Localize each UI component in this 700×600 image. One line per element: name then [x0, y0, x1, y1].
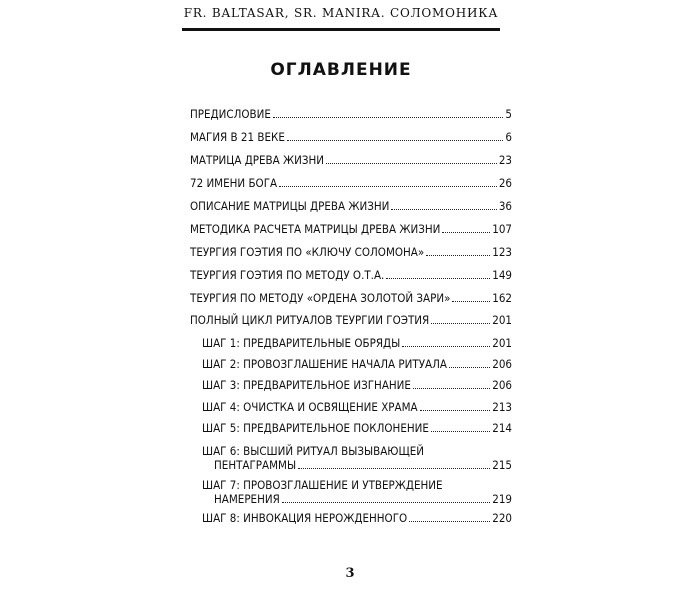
toc-entry-label: МАГИЯ В 21 ВЕКЕ	[190, 130, 285, 144]
leader-dots	[282, 502, 490, 503]
running-head: FR. BALTASAR, SR. MANIRA. СОЛОМОНИКА	[183, 6, 499, 20]
toc-entry-label-continued: ПЕНТАГРАММЫ	[214, 458, 297, 472]
leader-dots	[298, 468, 490, 469]
toc-entry-label: ШАГ 7: ПРОВОЗГЛАШЕНИЕ И УТВЕРЖДЕНИЕ	[202, 478, 443, 492]
toc-entry[interactable]	[190, 176, 512, 190]
toc-entry-label: МАТРИЦА ДРЕВА ЖИЗНИ	[190, 153, 325, 167]
toc-entry-page: 206	[492, 378, 512, 392]
toc-entry-label: МЕТОДИКА РАСЧЕТА МАТРИЦЫ ДРЕВА ЖИЗНИ	[190, 222, 441, 236]
toc-entry-page: 36	[498, 199, 512, 213]
leader-dots	[431, 431, 490, 432]
leader-dots	[326, 163, 497, 164]
toc-subentry[interactable]	[202, 336, 512, 350]
leader-dots	[409, 521, 490, 522]
page-number: 3	[345, 566, 355, 581]
toc-entry-label: ШАГ 3: ПРЕДВАРИТЕЛЬНОЕ ИЗГНАНИЕ	[202, 378, 411, 392]
toc-entry[interactable]	[190, 313, 512, 327]
toc-entry-label: ШАГ 2: ПРОВОЗГЛАШЕНИЕ НАЧАЛА РИТУАЛА	[202, 357, 447, 371]
toc-entry[interactable]	[190, 222, 512, 236]
leader-dots	[449, 367, 490, 368]
toc-subentry[interactable]	[202, 478, 512, 506]
toc-entry-label: ШАГ 1: ПРЕДВАРИТЕЛЬНЫЕ ОБРЯДЫ	[202, 336, 401, 350]
toc-entry[interactable]	[190, 268, 512, 282]
leader-dots	[431, 323, 490, 324]
toc-entry[interactable]	[190, 153, 512, 167]
leader-dots	[279, 186, 497, 187]
toc-entry-page: 23	[498, 153, 512, 167]
toc-entry-page: 123	[492, 245, 512, 259]
toc-entry-label: ПОЛНЫЙ ЦИКЛ РИТУАЛОВ ТЕУРГИИ ГОЭТИЯ	[190, 313, 430, 327]
toc-entry-label: ШАГ 5: ПРЕДВАРИТЕЛЬНОЕ ПОКЛОНЕНИЕ	[202, 421, 429, 435]
toc-entry[interactable]	[190, 245, 512, 259]
toc-subentry[interactable]	[202, 378, 512, 392]
toc-entry-label: ШАГ 6: ВЫСШИЙ РИТУАЛ ВЫЗЫВАЮЩЕЙ	[202, 444, 425, 458]
leader-dots	[287, 140, 504, 141]
toc-entry-page: 206	[492, 357, 512, 371]
leader-dots	[452, 301, 490, 302]
toc-entry-label: ШАГ 8: ИНВОКАЦИЯ НЕРОЖДЕННОГО	[202, 511, 408, 525]
toc-entry-page: 26	[498, 176, 512, 190]
toc-entry-label-continued: НАМЕРЕНИЯ	[214, 492, 280, 506]
leader-dots	[391, 209, 496, 210]
toc-entry-label: ТЕУРГИЯ ПО МЕТОДУ «ОРДЕНА ЗОЛОТОЙ ЗАРИ»	[190, 291, 451, 305]
toc-entry-page: 214	[492, 421, 512, 435]
toc-entry-page: 5	[505, 107, 512, 121]
leader-dots	[442, 232, 490, 233]
toc-entry[interactable]	[190, 291, 512, 305]
toc-entry-page: 162	[492, 291, 512, 305]
toc-entry-page: 220	[492, 511, 512, 525]
toc-entry-label: ШАГ 4: ОЧИСТКА И ОСВЯЩЕНИЕ ХРАМА	[202, 400, 418, 414]
toc-entry-page: 215	[492, 458, 512, 472]
toc-subentry[interactable]	[202, 444, 512, 472]
toc-subentry[interactable]	[202, 400, 512, 414]
leader-dots	[420, 410, 491, 411]
toc-entry-label: ТЕУРГИЯ ГОЭТИЯ ПО «КЛЮЧУ СОЛОМОНА»	[190, 245, 425, 259]
toc-entry[interactable]	[190, 130, 512, 144]
toc-entry-page: 107	[492, 222, 512, 236]
toc-entry-page: 219	[492, 492, 512, 506]
toc-subentry[interactable]	[202, 421, 512, 435]
leader-dots	[413, 388, 490, 389]
page-title: ОГЛАВЛЕНИЕ	[270, 60, 412, 80]
leader-dots	[386, 278, 490, 279]
toc-subentry[interactable]	[202, 511, 512, 525]
toc-entry-page: 213	[492, 400, 512, 414]
toc-entry-page: 201	[492, 313, 512, 327]
toc-entry-label: ТЕУРГИЯ ГОЭТИЯ ПО МЕТОДУ О.Т.А.	[190, 268, 385, 282]
toc-entry-label: 72 ИМЕНИ БОГА	[190, 176, 278, 190]
toc-entry-page: 201	[492, 336, 512, 350]
leader-dots	[273, 117, 504, 118]
toc-entry-page: 149	[492, 268, 512, 282]
toc-entry[interactable]	[190, 199, 512, 213]
leader-dots	[402, 346, 490, 347]
toc-entry-page: 6	[505, 130, 512, 144]
toc-subentry[interactable]	[202, 357, 512, 371]
toc-entry[interactable]	[190, 107, 512, 121]
toc-entry-label: ОПИСАНИЕ МАТРИЦЫ ДРЕВА ЖИЗНИ	[190, 199, 390, 213]
leader-dots	[426, 255, 490, 256]
toc-entry-label: ПРЕДИСЛОВИЕ	[190, 107, 271, 121]
